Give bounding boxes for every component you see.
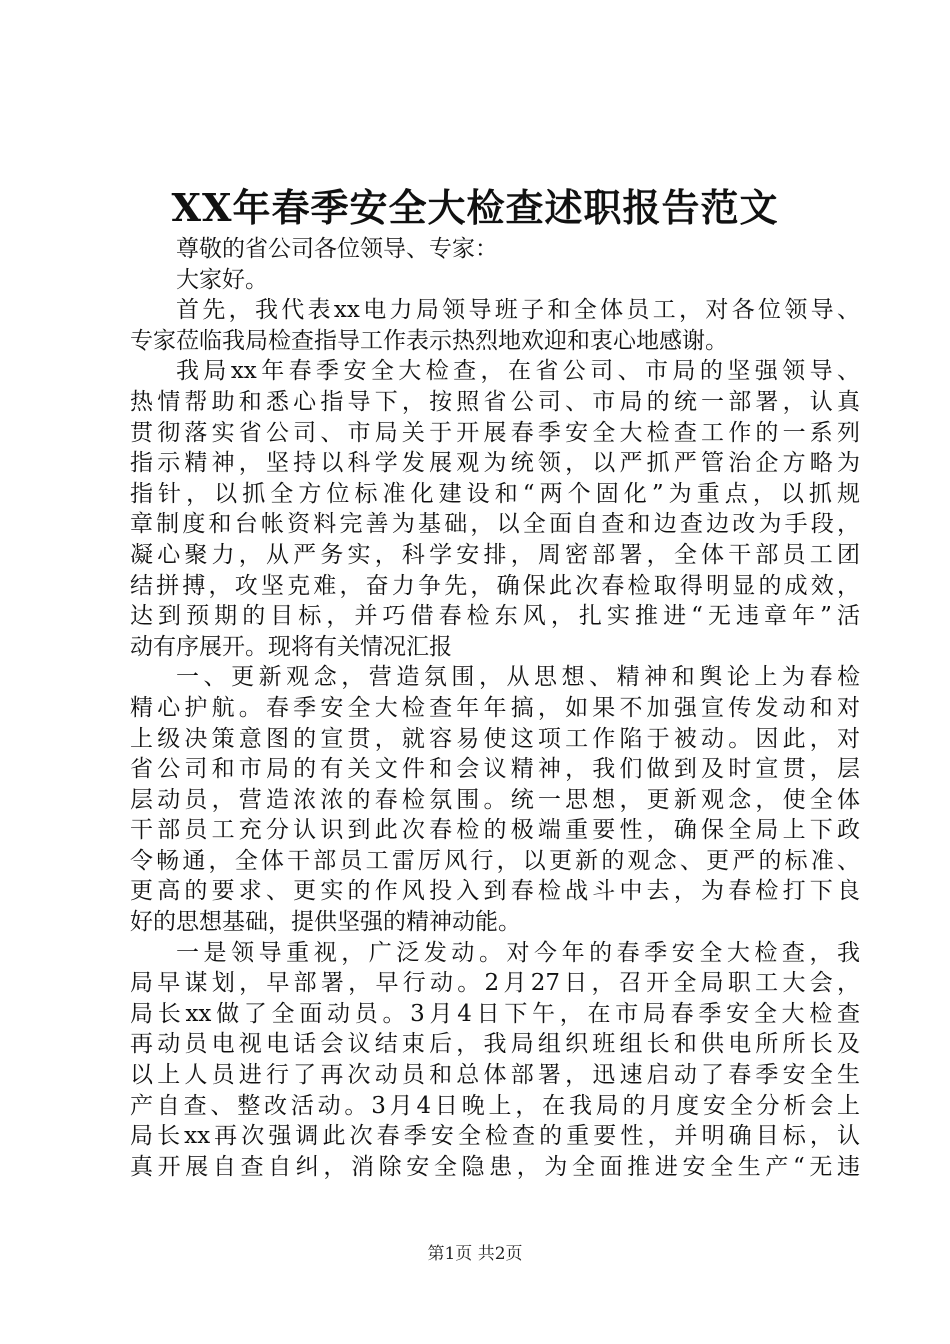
paragraph-line: 真开展自查自纠，消除安全隐患，为全面推进安全生产“无违 [130, 1153, 860, 1180]
paragraph-line: 局长xx做了全面动员。3月4日下午，在市局春季安全大检查 [130, 1000, 860, 1027]
paragraph-line: 首先，我代表xx电力局领导班子和全体员工，对各位领导、 [176, 297, 860, 324]
paragraph-line: 我局xx年春季安全大检查，在省公司、市局的坚强领导、 [176, 358, 860, 385]
paragraph-line: 好的思想基础，提供坚强的精神动能。 [130, 909, 521, 936]
paragraph-line: 产自查、整改活动。3月4日晚上，在我局的月度安全分析会上 [130, 1092, 860, 1119]
paragraph-line: 指针，以抓全方位标准化建设和“两个固化”为重点，以抓规 [130, 480, 860, 507]
page-footer: 第1页 共2页 [427, 1244, 523, 1264]
paragraph-line: 一、更新观念，营造氛围，从思想、精神和舆论上为春检 [176, 664, 860, 691]
document-title: XX年春季安全大检查述职报告范文 [171, 185, 779, 230]
paragraph-line: 一是领导重视，广泛发动。对今年的春季安全大检查，我 [176, 939, 860, 966]
paragraph-line: 省公司和市局的有关文件和会议精神，我们做到及时宣贯，层 [130, 756, 860, 783]
salutation-line: 尊敬的省公司各位领导、专家： [176, 236, 498, 262]
paragraph-line: 令畅通，全体干部员工雷厉风行，以更新的观念、更严的标准、 [130, 847, 860, 874]
paragraph-line: 凝心聚力，从严务实，科学安排，周密部署，全体干部员工团 [130, 541, 860, 568]
paragraph-line: 局长xx再次强调此次春季安全检查的重要性，并明确目标，认 [130, 1123, 860, 1150]
paragraph-line: 层动员，营造浓浓的春检氛围。统一思想，更新观念，使全体 [130, 786, 860, 813]
paragraph-line: 精心护航。春季安全大检查年年搞，如果不加强宣传发动和对 [130, 694, 860, 721]
paragraph-line: 结拼搏，攻坚克难，奋力争先，确保此次春检取得明显的成效， [130, 572, 860, 599]
document-body [130, 234, 860, 1182]
paragraph-line: 专家莅临我局检查指导工作表示热烈地欢迎和衷心地感谢。 [130, 327, 728, 354]
paragraph-line: 章制度和台帐资料完善为基础，以全面自查和边查边改为手段， [130, 511, 860, 538]
greeting-line: 大家好。 [176, 266, 268, 293]
paragraph-line: 再动员电视电话会议结束后，我局组织班组长和供电所所长及 [130, 1031, 860, 1058]
paragraph-line: 指示精神，坚持以科学发展观为统领，以严抓严管治企方略为 [130, 450, 860, 477]
paragraph-line: 以上人员进行了再次动员和总体部署，迅速启动了春季安全生 [130, 1062, 860, 1089]
paragraph-line: 干部员工充分认识到此次春检的极端重要性，确保全局上下政 [130, 817, 860, 844]
paragraph-line: 达到预期的目标，并巧借春检东风，扎实推进“无违章年”活 [130, 603, 860, 630]
paragraph-line: 局早谋划，早部署，早行动。2月27日，召开全局职工大会， [130, 970, 860, 997]
paragraph-line: 贯彻落实省公司、市局关于开展春季安全大检查工作的一系列 [130, 419, 860, 446]
paragraph-line: 上级决策意图的宣贯，就容易使这项工作陷于被动。因此，对 [130, 725, 860, 752]
paragraph-line: 热情帮助和悉心指导下，按照省公司、市局的统一部署，认真 [130, 388, 860, 415]
paragraph-line: 更高的要求、更实的作风投入到春检战斗中去，为春检打下良 [130, 878, 860, 905]
paragraph-line: 动有序展开。现将有关情况汇报 [130, 633, 452, 660]
